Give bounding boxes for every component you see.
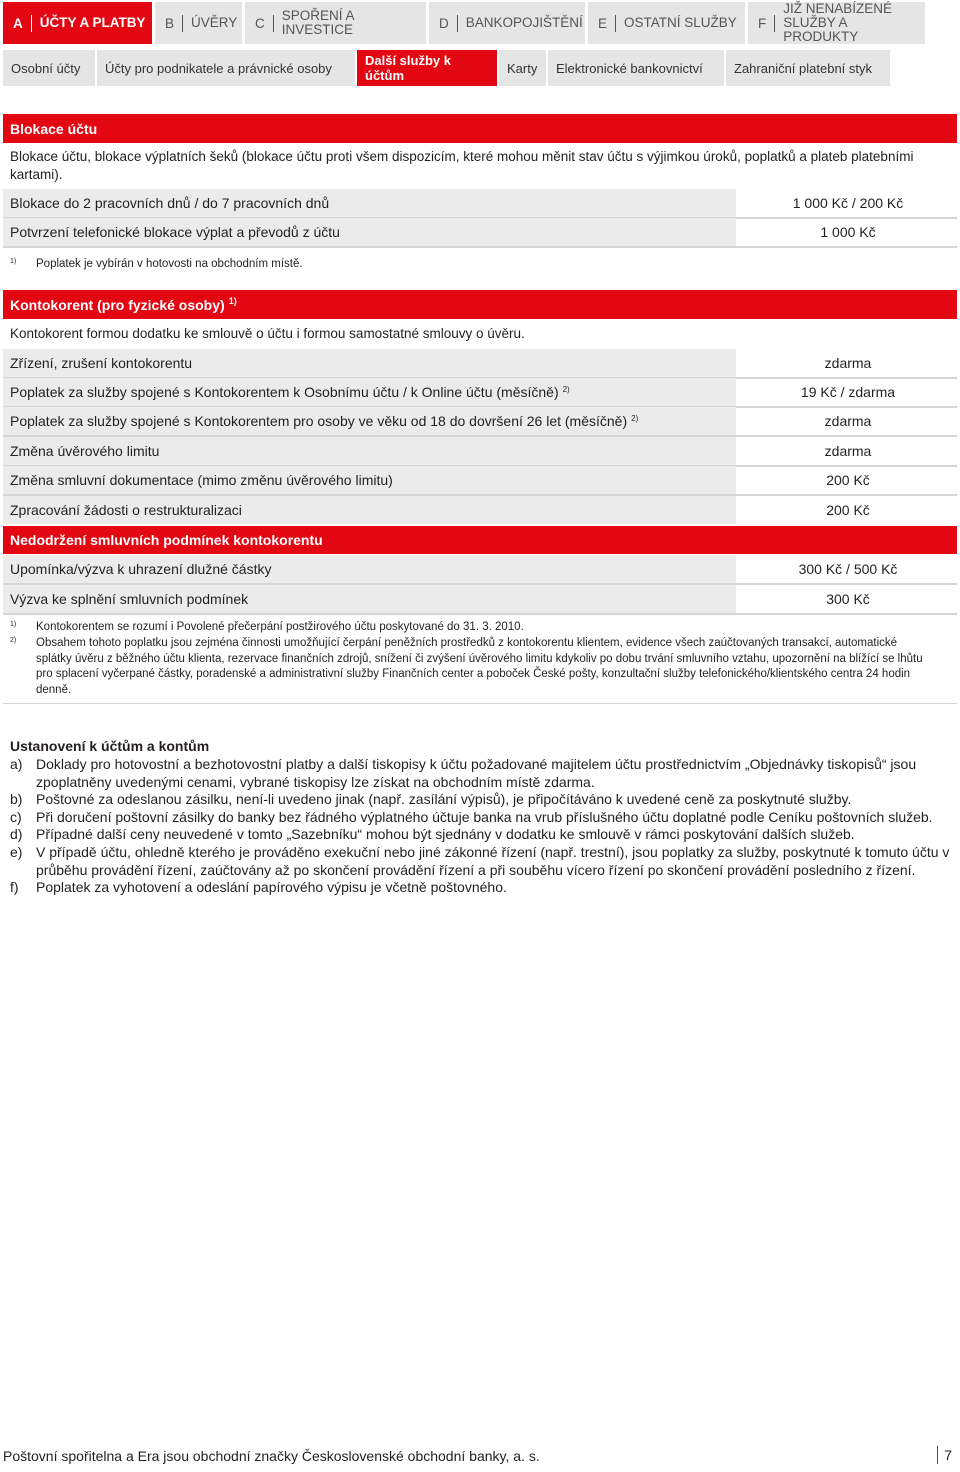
tab-letter: C [255,15,265,31]
footnote-text: Poplatek je vybírán v hotovosti na obchodním místě. [36,258,303,270]
row-footnote-mark: 2) [562,385,570,394]
table-row [3,496,957,524]
row-value: 300 Kč [826,591,870,607]
row-label: Blokace do 2 pracovních dnů / do 7 pracovních dnů [3,189,736,217]
list-text: Případné další ceny neuvedené v tomto „Sazebníku“ mohou být sjednány v dodatku ke smlouvě v rámci poskytování dalších služeb. [36,826,855,843]
page-footer: Poštovní spořitelna a Era jsou obchodní značky Československé obchodní banky, a. s. [3,1448,540,1464]
footnote-mark: 2) [10,637,17,644]
tab-separator [457,15,458,32]
section-header-kontokorent [3,290,957,319]
table-row [3,585,957,613]
kontokorent-description: Kontokorent formou dodatku ke smlouvě o účtu i formou samostatné smlouvy o úvěru. [10,326,525,341]
tab-ucty-a-platby[interactable] [3,2,152,44]
row-label [3,378,736,406]
row-label: Zpracování žádosti o restrukturalizaci [3,496,736,524]
list-item [10,879,950,897]
list-item [10,826,950,844]
list-marker: b) [10,791,23,808]
subtab-zahranicni-platebni-styk[interactable]: Zahraniční platební styk [726,50,890,86]
subtab-elektronicke-bankovnictvi[interactable]: Elektronické bankovnictví [548,50,724,86]
footnote-mark: 1) [10,258,17,265]
subsection-header-nedodrzeni: Nedodržení smluvních podmínek kontokorentu [3,526,957,554]
section-header-blokace: Blokace účtu [3,114,957,143]
tab-separator [273,15,274,32]
tab-label-line1: JIŽ NENABÍZENÉ [783,1,893,16]
tab-label: ÚČTY A PLATBY [39,15,146,30]
row-label: Zřízení, zrušení kontokorentu [3,349,736,377]
footnote-text: Obsahem tohoto poplatku jsou zejména činnosti umožňující čerpání peněžních prostředků z kontokorentu klientem, evidence všech zaúčtovaných transakcí, automatické splátky úvěru z běžného účtu klienta, rezervace finančních zdrojů, snížení či zvýšení úvěrového limitu kdykoliv po dobu trvání smluvního vztahu, upozornění na blížící se lhůtu pro splacení vyčerpané částky, poradenské a administrativní služby Finančních center a poboček České pošty, konzultační služby telefonického/klientského centra 24 hodin denně. [36,637,923,696]
subtab-ucty-pro-podnikatele[interactable]: Účty pro podnikatele a právnické osoby [97,50,355,86]
blokace-description: Blokace účtu, blokace výplatních šeků (blokace účtu proti všem dispozicím, které mohou měnit stav účtu s výjimkou úroků, poplatků a plateb platebními kartami). [10,149,914,182]
tab-letter: B [165,15,175,31]
chapter-tabs [3,2,957,44]
row-label-text: Poplatek za služby spojené s Kontokorentem pro osoby ve věku od 18 do dovršení 26 let (měsíčně) [10,413,628,429]
tab-uvery[interactable] [155,2,242,44]
list-item [10,791,950,809]
table-row [3,437,957,465]
conditions-title: Ustanovení k účtům a kontům [10,738,210,754]
page-number [937,1446,952,1464]
table-row [3,407,957,435]
table-row [3,218,957,246]
tab-label: ÚVĚRY [191,15,238,30]
footnote [10,257,930,273]
tab-sporeni-a-investice[interactable] [245,2,426,44]
row-footnote-mark: 2) [631,414,639,423]
row-label: Výzva ke splnění smluvních podmínek [3,585,736,613]
subtab-osobni-ucty[interactable]: Osobní účty [3,50,95,86]
list-marker: c) [10,808,22,825]
row-label: Změna smluvní dokumentace (mimo změnu úvěrového limitu) [3,466,736,494]
tab-letter: D [439,15,449,31]
row-label: Změna úvěrového limitu [3,437,736,465]
list-text: Poštovné za odeslanou zásilku, není-li uvedeno jinak (např. zasílání výpisů), je připočítáváno k uvedené ceně za poskytnuté služby. [36,791,852,808]
section-divider [3,703,957,704]
list-text: Poplatek za vyhotovení a odeslání papírového výpisu je včetně poštovného. [36,879,507,896]
table-row [3,466,957,494]
tab-letter: E [598,15,608,31]
table-row [3,349,957,377]
conditions-list [10,756,950,897]
tab-ostatni-sluzby[interactable] [588,2,745,44]
section-title-footnote-mark: 1) [228,296,237,306]
section-title: Kontokorent (pro fyzické osoby) [10,296,225,313]
tab-separator [182,15,183,32]
tab-jiz-nenabizene[interactable] [748,2,925,44]
table-row [3,555,957,583]
row-value: zdarma [824,413,872,429]
footnote-text: Kontokorentem se rozumí i Povolené přečerpání postžirového účtu poskytované do 31. 3. 2010. [36,621,524,633]
list-item [10,756,950,791]
row-value: 200 Kč [826,502,870,518]
row-divider [3,613,957,615]
list-item [10,809,950,827]
table-row [3,378,957,406]
list-text: V případě účtu, ohledně kterého je prováděno exekuční nebo jiné zákonné řízení (např. trestní), jsou poplatky za služby, poskytnuté k tomuto účtu v průběhu provádění řízení, zaúčtovány až po skončení provádění řízení a při souběhu vícero řízení po skončení provádění posledního z řízení. [36,843,950,878]
section-tabs [3,50,890,86]
tab-label: BANKOPOJIŠTĚNÍ [465,15,583,30]
footnote [10,636,930,698]
row-value: 300 Kč / 500 Kč [798,561,898,577]
tab-separator [774,15,775,32]
subtab-dalsi-sluzby[interactable]: Další služby k účtům [357,50,497,86]
page-number-value: 7 [944,1447,952,1463]
row-value: zdarma [824,355,872,371]
tab-letter: F [758,15,767,31]
tab-label-line2: SLUŽBY A PRODUKTY [783,15,859,44]
tab-separator [615,15,616,32]
list-marker: d) [10,826,23,843]
tab-separator [31,15,32,32]
row-value: 1 000 Kč [820,224,876,240]
row-label [3,407,736,435]
list-marker: e) [10,843,23,860]
row-label: Potvrzení telefonické blokace výplat a převodů z účtu [3,218,736,246]
row-value: zdarma [824,443,872,459]
tab-label [783,2,925,44]
subtab-karty[interactable]: Karty [499,50,546,86]
footnote-mark: 1) [10,621,17,628]
page-number-separator [937,1446,938,1464]
row-value: 19 Kč / zdarma [800,384,896,400]
tab-bankopojisteni[interactable] [429,2,585,44]
row-divider [3,246,957,248]
row-label-text: Poplatek za služby spojené s Kontokorentem k Osobnímu účtu / k Online účtu (měsíčně) [10,384,559,400]
list-text: Při doručení poštovní zásilky do banky bez řádného výplatného účtuje banka na vrub příslušného účtu doplatné podle Ceníku poštovních služeb. [36,808,933,825]
list-marker: f) [10,879,19,896]
tab-label: OSTATNÍ SLUŽBY [624,15,737,30]
row-label: Upomínka/výzva k uhrazení dlužné částky [3,555,736,583]
row-value: 1 000 Kč / 200 Kč [792,195,904,211]
tab-label: SPOŘENÍ A INVESTICE [281,8,354,37]
table-row [3,189,957,217]
footnote [10,620,930,636]
list-text: Doklady pro hotovostní a bezhotovostní platby a další tiskopisy k účtu požadované majitelem účtu prostřednictvím „Objednávky tiskopisů“ jsou zpoplatněny uvedenými cenami, vybrané tiskopisy lze získat na obchodním místě zdarma. [36,756,917,790]
list-marker: a) [10,756,23,772]
tab-letter: A [13,15,23,31]
list-item [10,844,950,879]
row-value: 200 Kč [826,472,870,488]
